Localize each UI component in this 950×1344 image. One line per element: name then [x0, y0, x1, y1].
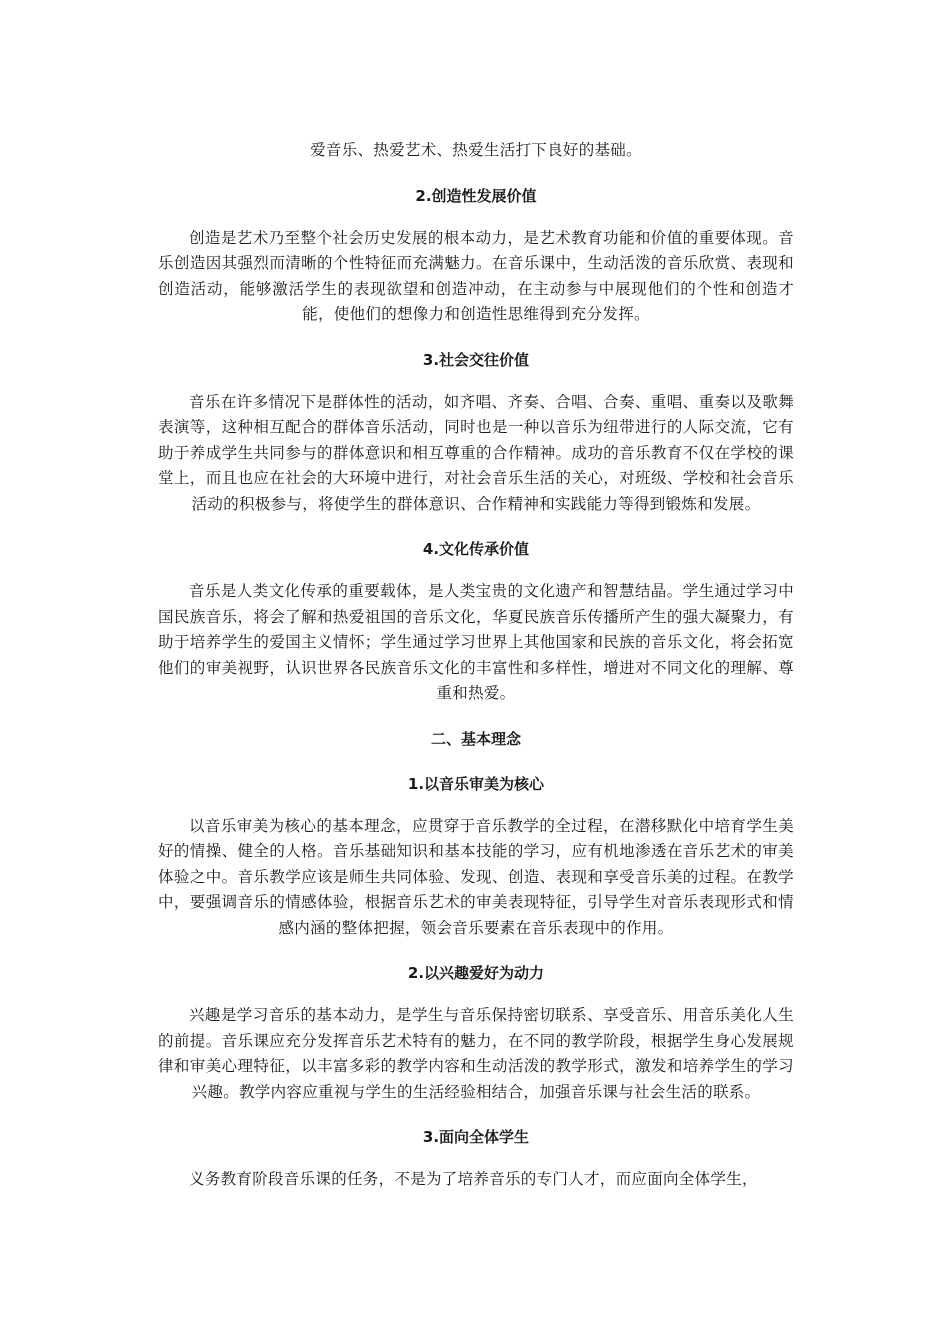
heading-all-students: 3.面向全体学生 — [422, 1128, 530, 1146]
document-page — [158, 138, 794, 1193]
paragraph-creative-value: 创造是艺术乃至整个社会历史发展的根本动力，是艺术教育功能和价值的重要体现。音乐创造因其强烈而清晰的个性特征而充满魅力。在音乐课中，生动活泼的音乐欣赏、表现和创造活动，能够激活学生的表现欲望和创造冲动，在主动参与中展现他们的个性和创造才能，使他们的想像力和创造性思维得到充分发挥。 — [158, 228, 794, 323]
paragraph-interest-motivation: 兴趣是学习音乐的基本动力，是学生与音乐保持密切联系、享受音乐、用音乐美化人生的前提。音乐课应充分发挥音乐艺术特有的魅力，在不同的教学阶段，根据学生身心发展规律和审美心理特征，以丰富多彩的教学内容和生动活泼的教学形式，激发和培养学生的学习兴趣。教学内容应重视与学生的生活经验相结合，加强音乐课与社会生活的联系。 — [158, 1006, 794, 1101]
heading-aesthetic-core: 1.以音乐审美为核心 — [407, 774, 545, 793]
heading-cultural-value: 4.文化传承价值 — [422, 540, 530, 558]
paragraph-social-value: 音乐在许多情况下是群体性的活动，如齐唱、齐奏、合唱、合奏、重唱、重奏以及歌舞表演等，这种相互配合的群体音乐活动，同时也是一种以音乐为纽带进行的人际交流，它有助于养成学生共同参与的群体意识和相互尊重的合作精神。成功的音乐教育不仅在学校的课堂上，而且也应在社会的大环境中进行，对社会音乐生活的关心，对班级、学校和社会音乐活动的积极参与，将使学生的群体意识、合作精神和实践能力等得到锻炼和发展。 — [158, 392, 794, 513]
paragraph-continuation: 爱音乐、热爱艺术、热爱生活打下良好的基础。 — [310, 141, 642, 159]
heading-basic-concepts: 二、基本理念 — [430, 729, 521, 748]
heading-creative-value: 2.创造性发展价值 — [415, 186, 537, 205]
paragraph-all-students: 义务教育阶段音乐课的任务，不是为了培养音乐的专门人才，而应面向全体学生， — [189, 1170, 758, 1188]
heading-social-value: 3.社会交往价值 — [422, 350, 530, 369]
heading-interest-motivation: 2.以兴趣爱好为动力 — [407, 964, 545, 982]
paragraph-cultural-value: 音乐是人类文化传承的重要载体，是人类宝贵的文化遗产和智慧结晶。学生通过学习中国民族音乐，将会了解和热爱祖国的音乐文化，华夏民族音乐传播所产生的强大凝聚力，有助于培养学生的爱国主义情怀；学生通过学习世界上其他国家和民族的音乐文化，将会拓宽他们的审美视野，认识世界各民族音乐文化的丰富性和多样性，增进对不同文化的理解、尊重和热爱。 — [158, 582, 794, 702]
paragraph-aesthetic-core: 以音乐审美为核心的基本理念，应贯穿于音乐教学的全过程，在潜移默化中培育学生美好的情操、健全的人格。音乐基础知识和基本技能的学习，应有机地渗透在音乐艺术的审美体验之中。音乐教学应该是师生共同体验、发现、创造、表现和享受音乐美的过程。在教学中，要强调音乐的情感体验，根据音乐艺术的审美表现特征，引导学生对音乐表现形式和情感内涵的整体把握，领会音乐要素在音乐表现中的作用。 — [158, 816, 794, 937]
